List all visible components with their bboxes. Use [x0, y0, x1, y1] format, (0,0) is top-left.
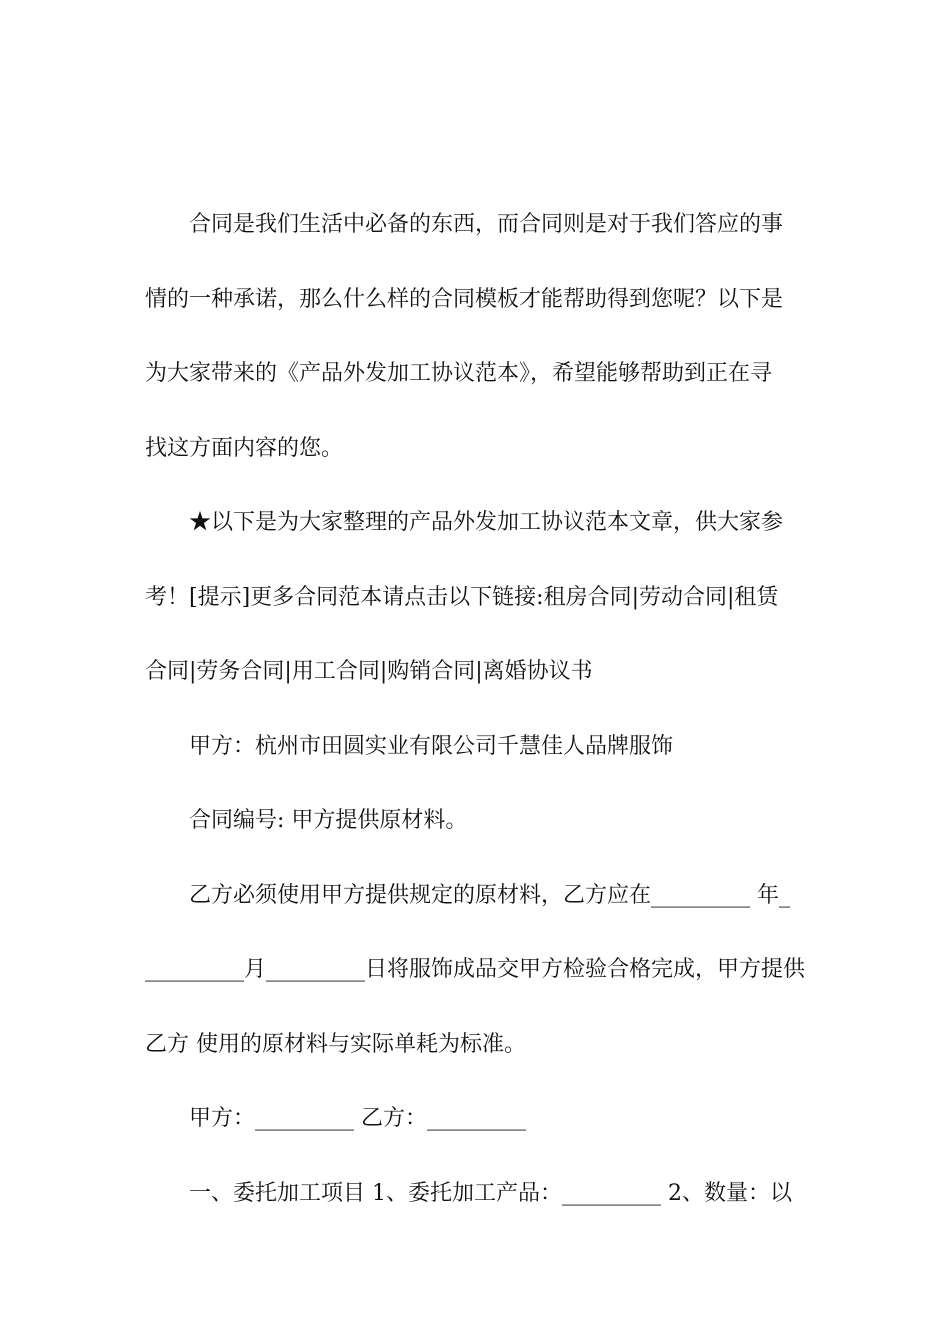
- signature-parties-line: 甲方：_________ 乙方：_________: [189, 1106, 526, 1131]
- reference-paragraph-line-2: 考！[提示]更多合同范本请点击以下链接:租房合同|劳动合同|租赁: [145, 585, 779, 610]
- section-one-line: 一、委托加工项目 1、委托加工产品：_________ 2、数量：以: [189, 1181, 792, 1206]
- reference-paragraph-line-3: 合同|劳务合同|用工合同|购销合同|离婚协议书: [145, 659, 593, 684]
- intro-paragraph-line-2: 情的一种承诺，那么什么样的合同模板才能帮助得到您呢？以下是: [145, 287, 784, 312]
- party-a-line: 甲方：杭州市田圆实业有限公司千慧佳人品牌服饰: [189, 734, 674, 759]
- intro-paragraph-line-4: 找这方面内容的您。: [145, 436, 344, 461]
- materials-paragraph-line-1: 乙方必须使用甲方提供规定的原材料，乙方应在_________ 年_: [189, 883, 790, 908]
- intro-paragraph-line-3: 为大家带来的《产品外发加工协议范本》，希望能够帮助到正在寻: [145, 361, 773, 386]
- materials-paragraph-line-2: _________月_________日将服饰成品交甲方检验合格完成，甲方提供: [145, 957, 805, 982]
- reference-paragraph-line-1: ★以下是为大家整理的产品外发加工协议范本文章，供大家参: [189, 510, 784, 535]
- materials-paragraph-line-3: 乙方 使用的原材料与实际单耗为标准。: [145, 1032, 526, 1057]
- intro-paragraph-line-1: 合同是我们生活中必备的东西，而合同则是对于我们答应的事: [189, 212, 784, 237]
- contract-number-line: 合同编号: 甲方提供原材料。: [189, 808, 468, 833]
